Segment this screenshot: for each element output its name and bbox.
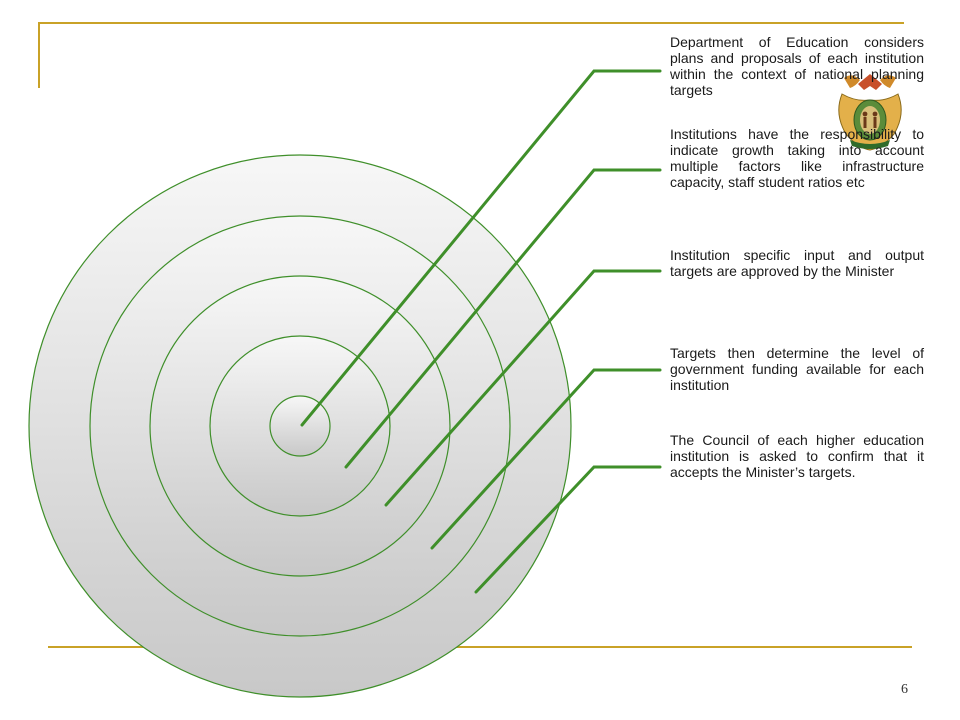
page-number: 6 <box>901 682 908 697</box>
caption-step-5: The Council of each higher education institution is asked to confirm that it accepts the Minister’s targets. <box>670 432 924 480</box>
caption-step-3: Institution specific input and output targets are approved by the Minister <box>670 247 924 279</box>
caption-step-4: Targets then determine the level of government funding available for each institution <box>670 345 924 393</box>
ring-center <box>270 396 330 456</box>
rings-group <box>29 155 571 697</box>
caption-step-1: Department of Education considers plans and proposals of each institution within the context of national planning targets <box>670 34 924 98</box>
caption-step-2: Institutions have the responsibility to indicate growth taking into account multiple factors like infrastructure capacity, staff student ratios etc <box>670 126 924 190</box>
